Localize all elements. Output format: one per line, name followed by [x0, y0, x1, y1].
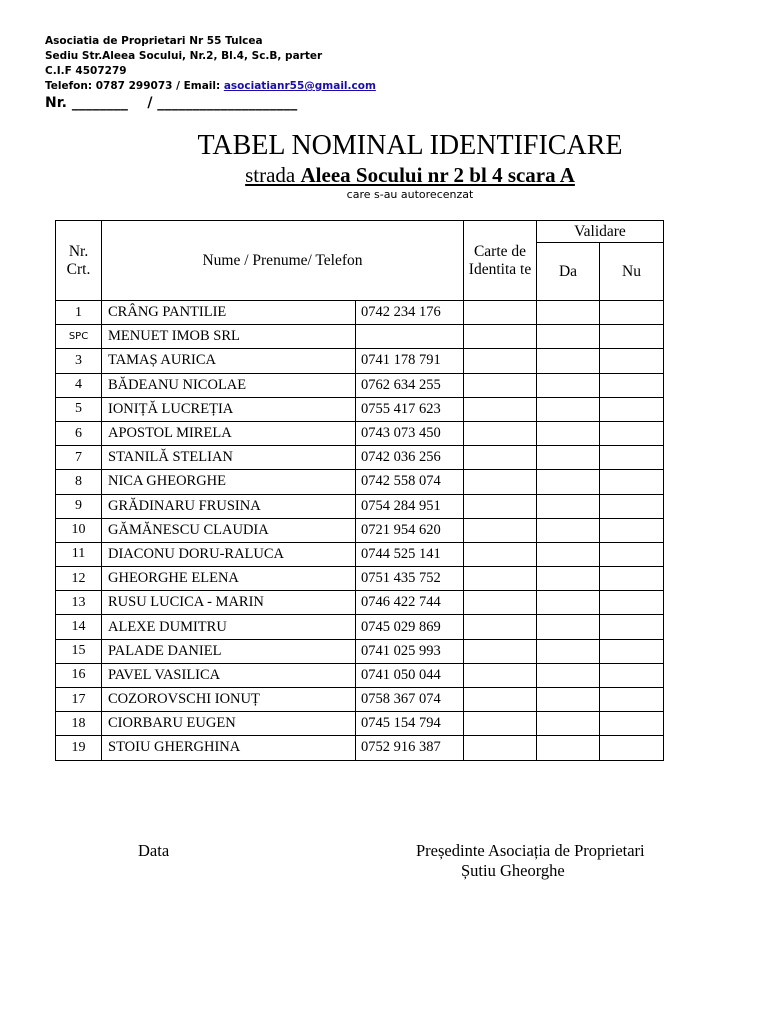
row-phone: 0751 435 752	[356, 567, 464, 591]
row-phone: 0762 634 255	[356, 373, 464, 397]
row-validare-nu	[600, 446, 664, 470]
row-phone: 0741 025 993	[356, 639, 464, 663]
row-validare-da	[537, 518, 600, 542]
row-carte	[464, 518, 537, 542]
row-phone: 0746 422 744	[356, 591, 464, 615]
row-carte	[464, 325, 537, 349]
row-carte	[464, 470, 537, 494]
table-row	[56, 639, 664, 663]
row-phone: 0742 234 176	[356, 301, 464, 325]
row-number: 12	[56, 567, 102, 591]
row-phone: 0754 284 951	[356, 494, 464, 518]
row-validare-nu	[600, 373, 664, 397]
row-validare-nu	[600, 494, 664, 518]
president-signature	[416, 841, 645, 881]
row-number: 11	[56, 542, 102, 566]
table-row	[56, 567, 664, 591]
table-row	[56, 736, 664, 760]
registration-number-line: Nr. ________ / ____________________	[45, 95, 298, 111]
row-validare-da	[537, 639, 600, 663]
row-name: RUSU LUCICA - MARIN	[102, 591, 356, 615]
association-address: Sediu Str.Aleea Socului, Nr.2, Bl.4, Sc.B, parter	[45, 50, 323, 62]
row-number: 3	[56, 349, 102, 373]
row-phone: 0758 367 074	[356, 688, 464, 712]
row-phone: 0741 050 044	[356, 663, 464, 687]
row-validare-da	[537, 494, 600, 518]
row-validare-nu	[600, 518, 664, 542]
row-validare-nu	[600, 663, 664, 687]
row-name: TAMAȘ AURICA	[102, 349, 356, 373]
row-carte	[464, 567, 537, 591]
header-da: Da	[537, 243, 600, 301]
row-name: NICA GHEORGHE	[102, 470, 356, 494]
row-validare-da	[537, 591, 600, 615]
row-validare-nu	[600, 542, 664, 566]
row-carte	[464, 301, 537, 325]
row-name: CRÂNG PANTILIE	[102, 301, 356, 325]
row-validare-nu	[600, 470, 664, 494]
document-caption: care s-au autorecenzat	[346, 188, 474, 201]
row-phone: 0745 154 794	[356, 712, 464, 736]
row-validare-da	[537, 688, 600, 712]
row-validare-da	[537, 301, 600, 325]
row-validare-da	[537, 470, 600, 494]
row-phone: 0743 073 450	[356, 421, 464, 445]
row-validare-da	[537, 325, 600, 349]
table-row	[56, 615, 664, 639]
association-name: Asociatia de Proprietari Nr 55 Tulcea	[45, 35, 263, 47]
email-link[interactable]: asociatianr55@gmail.com	[223, 80, 376, 92]
table-row	[56, 397, 664, 421]
row-validare-da	[537, 712, 600, 736]
subtitle-address: Aleea Socului nr 2 bl 4 scara A	[300, 163, 575, 187]
row-phone: 0755 417 623	[356, 397, 464, 421]
row-name: IONIȚĂ LUCREȚIA	[102, 397, 356, 421]
row-validare-nu	[600, 421, 664, 445]
row-carte	[464, 373, 537, 397]
table-row	[56, 301, 664, 325]
row-name: DIACONU DORU-RALUCA	[102, 542, 356, 566]
row-phone: 0742 036 256	[356, 446, 464, 470]
row-validare-nu	[600, 712, 664, 736]
row-carte	[464, 349, 537, 373]
row-validare-da	[537, 567, 600, 591]
row-carte	[464, 615, 537, 639]
table-row	[56, 325, 664, 349]
row-validare-da	[537, 446, 600, 470]
row-carte	[464, 542, 537, 566]
document-subtitle	[0, 163, 768, 188]
row-name: STOIU GHERGHINA	[102, 736, 356, 760]
header-validare: Validare	[537, 221, 664, 243]
row-number: SPC	[56, 325, 102, 349]
row-name: GĂMĂNESCU CLAUDIA	[102, 518, 356, 542]
row-name: GRĂDINARU FRUSINA	[102, 494, 356, 518]
row-carte	[464, 712, 537, 736]
row-carte	[464, 663, 537, 687]
table-row	[56, 518, 664, 542]
row-carte	[464, 639, 537, 663]
row-name: GHEORGHE ELENA	[102, 567, 356, 591]
row-validare-nu	[600, 325, 664, 349]
table-row	[56, 591, 664, 615]
row-validare-da	[537, 373, 600, 397]
row-carte	[464, 397, 537, 421]
header-nu: Nu	[600, 243, 664, 301]
date-label: Data	[138, 841, 170, 860]
row-number: 15	[56, 639, 102, 663]
row-number: 9	[56, 494, 102, 518]
row-carte	[464, 446, 537, 470]
president-name: Șutiu Gheorghe	[461, 861, 565, 880]
row-validare-da	[537, 663, 600, 687]
row-validare-da	[537, 542, 600, 566]
row-number: 4	[56, 373, 102, 397]
table-row	[56, 494, 664, 518]
row-number: 8	[56, 470, 102, 494]
row-validare-nu	[600, 591, 664, 615]
row-number: 13	[56, 591, 102, 615]
president-title: Președinte Asociația de Proprietari	[416, 841, 645, 860]
row-validare-nu	[600, 639, 664, 663]
association-header	[45, 34, 376, 94]
row-validare-nu	[600, 615, 664, 639]
row-phone: 0745 029 869	[356, 615, 464, 639]
row-carte	[464, 591, 537, 615]
row-name: PAVEL VASILICA	[102, 663, 356, 687]
row-validare-da	[537, 736, 600, 760]
row-phone	[356, 325, 464, 349]
row-phone: 0721 954 620	[356, 518, 464, 542]
row-number: 19	[56, 736, 102, 760]
table-row	[56, 712, 664, 736]
residents-table	[55, 220, 664, 761]
table-row	[56, 542, 664, 566]
row-name: PALADE DANIEL	[102, 639, 356, 663]
row-number: 7	[56, 446, 102, 470]
row-name: ALEXE DUMITRU	[102, 615, 356, 639]
row-number: 18	[56, 712, 102, 736]
row-validare-da	[537, 421, 600, 445]
table-row	[56, 663, 664, 687]
row-carte	[464, 688, 537, 712]
row-phone: 0742 558 074	[356, 470, 464, 494]
row-validare-nu	[600, 397, 664, 421]
row-name: COZOROVSCHI IONUȚ	[102, 688, 356, 712]
row-validare-nu	[600, 349, 664, 373]
header-name: Nume / Prenume/ Telefon	[102, 221, 464, 301]
row-name: BĂDEANU NICOLAE	[102, 373, 356, 397]
header-nr: Nr. Crt.	[56, 221, 102, 301]
row-number: 6	[56, 421, 102, 445]
row-number: 5	[56, 397, 102, 421]
association-contact	[45, 79, 376, 94]
row-phone: 0744 525 141	[356, 542, 464, 566]
row-number: 10	[56, 518, 102, 542]
row-number: 1	[56, 301, 102, 325]
header-carte: Carte de Identita te	[464, 221, 537, 301]
row-phone: 0752 916 387	[356, 736, 464, 760]
document-title: TABEL NOMINAL IDENTIFICARE	[197, 130, 623, 161]
row-number: 14	[56, 615, 102, 639]
table-row	[56, 688, 664, 712]
table-row	[56, 421, 664, 445]
table-row	[56, 373, 664, 397]
row-number: 17	[56, 688, 102, 712]
row-name: APOSTOL MIRELA	[102, 421, 356, 445]
row-validare-da	[537, 615, 600, 639]
row-name: STANILĂ STELIAN	[102, 446, 356, 470]
row-carte	[464, 421, 537, 445]
row-carte	[464, 494, 537, 518]
row-number: 16	[56, 663, 102, 687]
row-validare-nu	[600, 301, 664, 325]
row-carte	[464, 736, 537, 760]
row-validare-da	[537, 349, 600, 373]
table-row	[56, 349, 664, 373]
table-row	[56, 470, 664, 494]
association-cif: C.I.F 4507279	[45, 65, 127, 77]
row-name: CIORBARU EUGEN	[102, 712, 356, 736]
row-validare-da	[537, 397, 600, 421]
row-name: MENUET IMOB SRL	[102, 325, 356, 349]
row-validare-nu	[600, 688, 664, 712]
contact-phone: Telefon: 0787 299073 / Email:	[45, 80, 224, 92]
row-validare-nu	[600, 736, 664, 760]
row-phone: 0741 178 791	[356, 349, 464, 373]
row-validare-nu	[600, 567, 664, 591]
subtitle-prefix: strada	[245, 163, 301, 187]
table-row	[56, 446, 664, 470]
